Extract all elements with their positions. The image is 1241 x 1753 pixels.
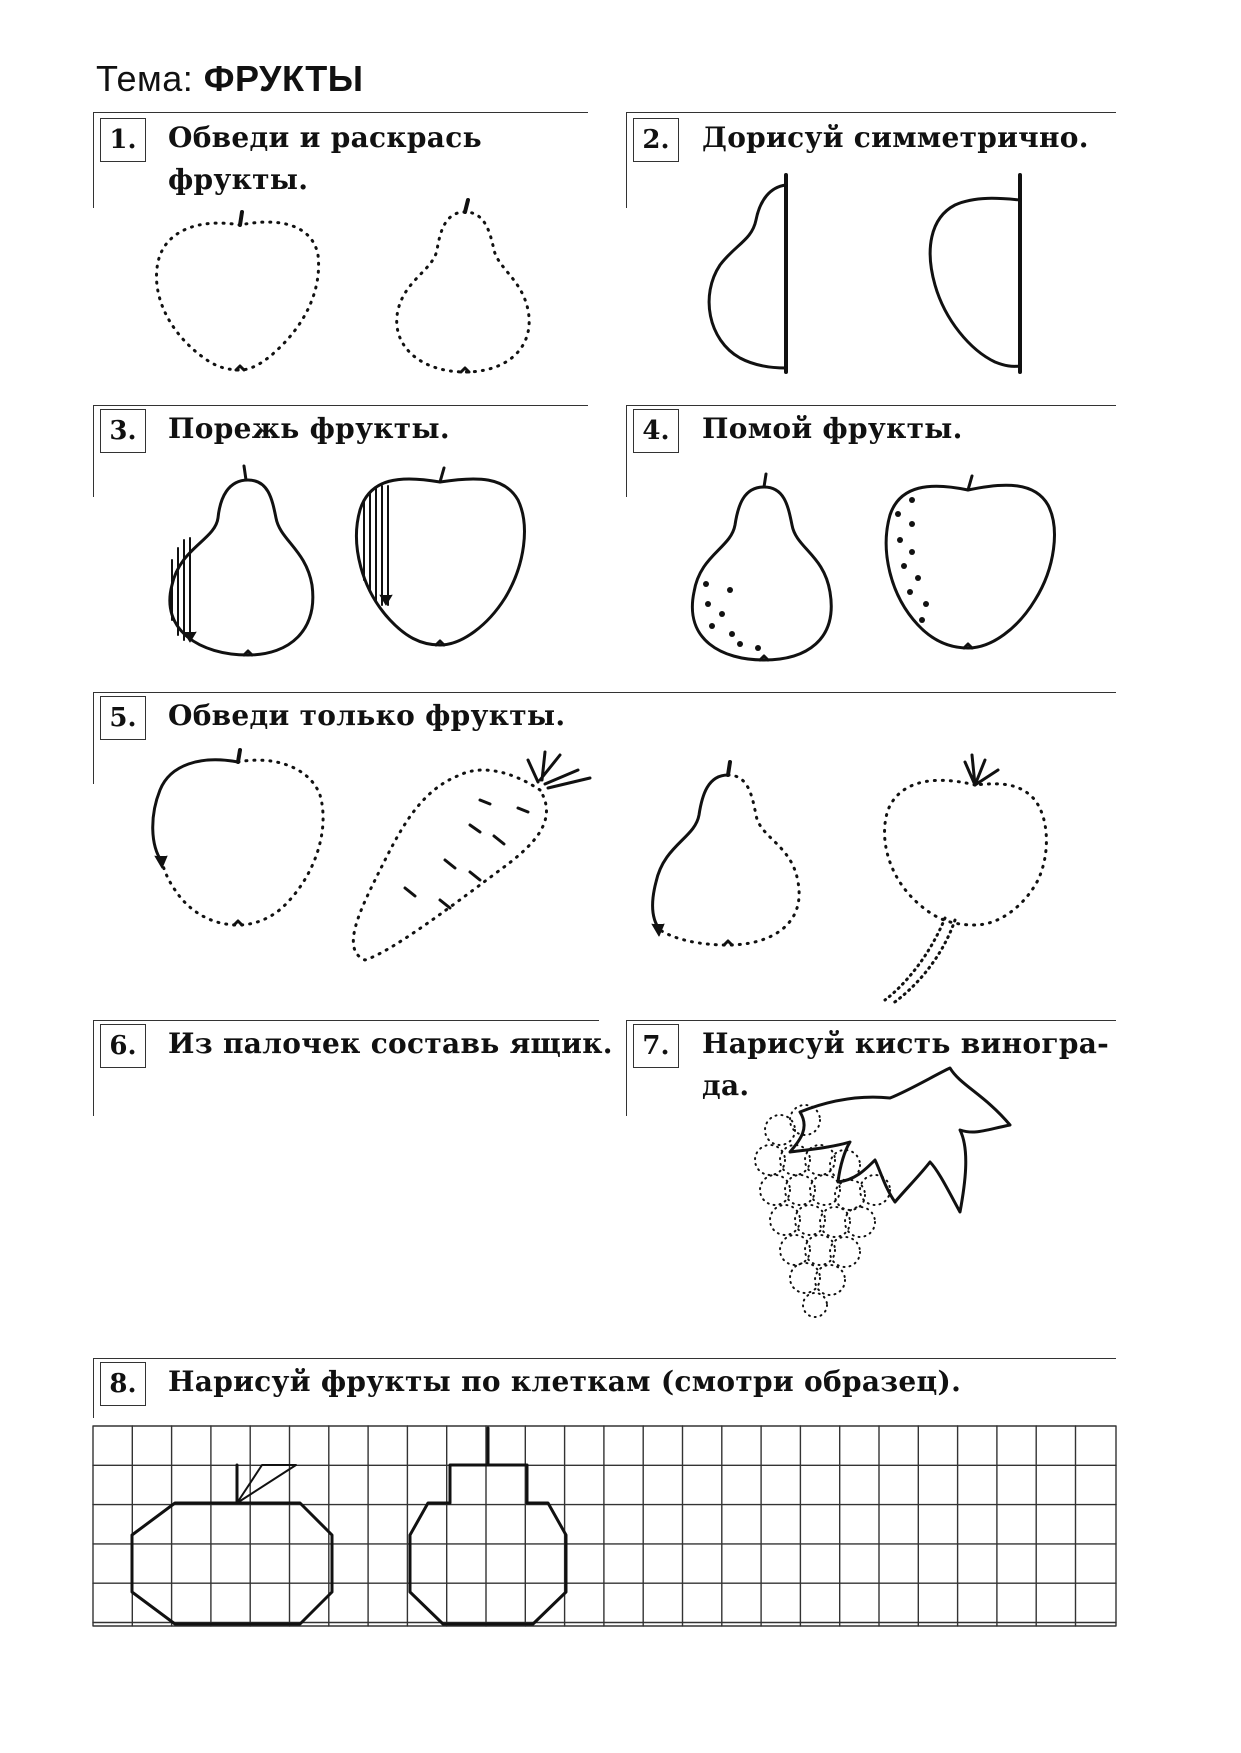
task-2-half-apple-icon [930, 175, 1020, 372]
task-1-text-line1: Обведи и раскрась [168, 121, 482, 154]
task-2-text: Дорисуй симметрично. [702, 121, 1089, 154]
task-5-text: Обведи только фрукты. [168, 699, 566, 732]
task-5-apple-arrow-icon [155, 856, 167, 868]
task-1-pear-bottom-icon [461, 368, 469, 372]
task-8-number: 8. [100, 1362, 146, 1406]
task-2-number: 2. [633, 118, 679, 162]
task-8-grid [93, 1426, 1116, 1626]
task-5-carrot-marks [405, 800, 528, 908]
task-7-grapes-icon [755, 1105, 890, 1317]
task-1-apple-icon [157, 222, 319, 370]
task-7-number: 7. [633, 1024, 679, 1068]
task-5-beet-icon [885, 755, 1047, 1004]
task-3-text: Порежь фрукты. [168, 412, 450, 445]
task-7-text-line1: Нарисуй кисть виногра- [702, 1027, 1110, 1060]
task-4-text: Помой фрукты. [702, 412, 963, 445]
task-4-number: 4. [633, 409, 679, 453]
task-3-pear-icon [170, 466, 313, 655]
title-topic: ФРУКТЫ [203, 58, 364, 99]
task-5-number: 5. [100, 696, 146, 740]
task-4-apple-dots [895, 497, 929, 623]
task-7-text-line2: да. [702, 1069, 750, 1102]
task-4-pear-dots [703, 581, 761, 651]
task-1-pear-icon [397, 212, 529, 372]
task-1-apple-bottom-icon [236, 366, 244, 370]
task-5-pear-icon [652, 762, 799, 945]
task-3-apple-icon [357, 468, 525, 645]
title-prefix: Тема: [96, 58, 194, 99]
task-5-apple-icon [153, 750, 323, 925]
task-6-text: Из палочек составь ящик. [168, 1027, 613, 1060]
task-1-apple-stem-icon [240, 212, 242, 225]
task-7-leaf-icon [790, 1068, 1010, 1212]
task-2-half-pear-icon [709, 175, 786, 372]
task-3-number: 3. [100, 409, 146, 453]
task-6-number: 6. [100, 1024, 146, 1068]
task-1-text-line2: фрукты. [168, 163, 309, 196]
task-8-text: Нарисуй фрукты по клеткам (смотри образец). [168, 1365, 962, 1398]
task-5-carrot-icon [353, 752, 590, 960]
task-8-sample-pear-icon [410, 1428, 566, 1624]
task-1-pear-stem-icon [465, 200, 468, 212]
task-4-pear-icon [692, 474, 831, 660]
task-4-apple-icon [886, 476, 1054, 648]
task-1-number: 1. [100, 118, 146, 162]
